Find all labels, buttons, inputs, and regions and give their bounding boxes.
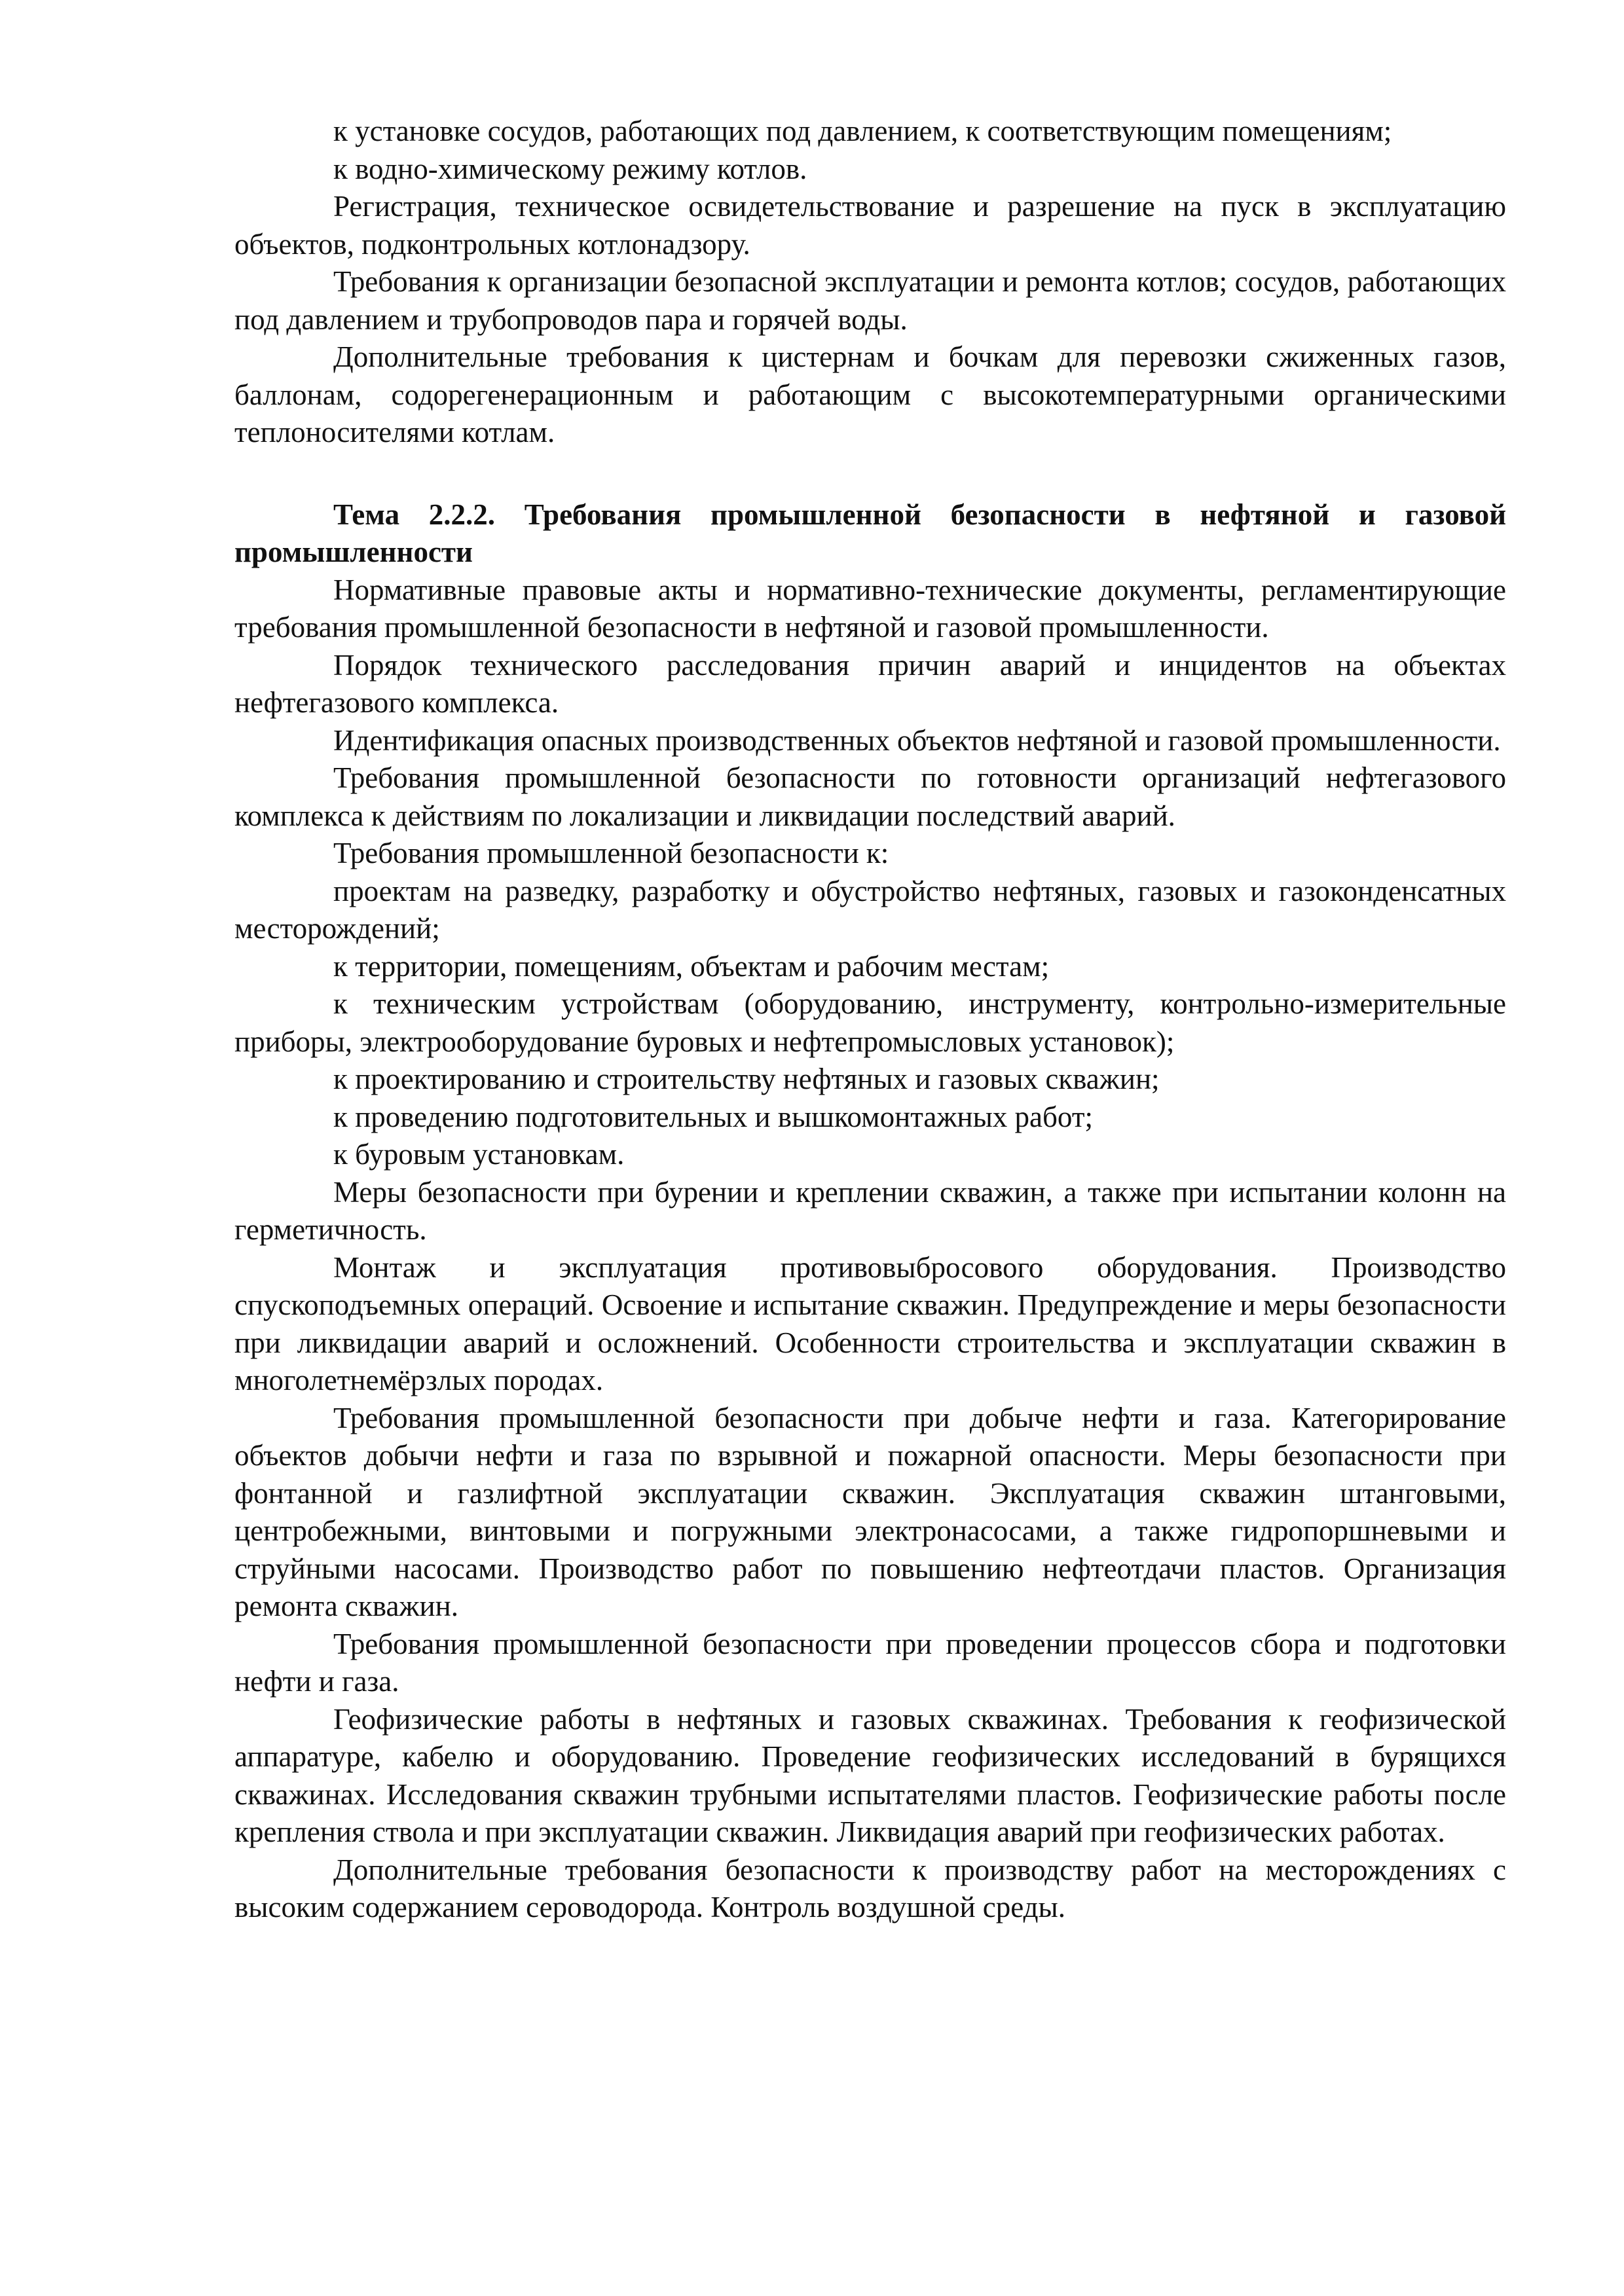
paragraph: Меры безопасности при бурении и креплении скважин, а также при испытании колонн на герметичность. (234, 1175, 1506, 1246)
paragraph: Нормативные правовые акты и нормативно-технические документы, регламентирующие требования промышленной безопасности в нефтяной и газовой промышленности. (234, 573, 1506, 644)
paragraph: Регистрация, техническое освидетельствование и разрешение на пуск в эксплуатацию объектов, подконтрольных котлонадзору. (234, 190, 1506, 261)
paragraph: Требования промышленной безопасности к: (333, 837, 889, 869)
section-spacer (234, 452, 1506, 496)
paragraph: к водно-химическому режиму котлов. (333, 152, 807, 185)
paragraph: Геофизические работы в нефтяных и газовых скважинах. Требования к геофизической аппаратуре, кабелю и оборудованию. Проведение геофизических исследований в бурящихся скважинах. Исследования скважин трубными испытателями пластов. Геофизические работы после крепления ствола и при эксплуатации скважин. Ликвидация аварий при геофизических работах. (234, 1702, 1506, 1848)
paragraph: к проведению подготовительных и вышкомонтажных работ; (333, 1100, 1094, 1133)
paragraph: проектам на разведку, разработку и обустройство нефтяных, газовых и газоконденсатных месторождений; (234, 874, 1506, 945)
paragraph: к буровым установкам. (333, 1138, 625, 1171)
document-page (234, 113, 1506, 1927)
paragraph: к проектированию и строительству нефтяных и газовых скважин; (333, 1063, 1160, 1095)
paragraph: Порядок технического расследования причин аварий и инцидентов на объектах нефтегазового комплекса. (234, 648, 1506, 719)
paragraph: Требования промышленной безопасности по готовности организаций нефтегазового комплекса к действиям по локализации и ликвидации последствий аварий. (234, 761, 1506, 832)
paragraph: Идентификация опасных производственных объектов нефтяной и газовой промышленности. (333, 723, 1501, 757)
paragraph: к установке сосудов, работающих под давлением, к соответствующим помещениям; (333, 115, 1392, 147)
paragraph: Требования к организации безопасной эксплуатации и ремонта котлов; сосудов, работающих под давлением и трубопроводов пара и горячей воды. (234, 265, 1506, 336)
paragraph: Дополнительные требования к цистернам и бочкам для перевозки сжиженных газов, баллонам, содорегенерационным и работающим с высокотемпературными органическими теплоносителями котлам. (234, 340, 1506, 448)
paragraph: Требования промышленной безопасности при добыче нефти и газа. Категорирование объектов добычи нефти и газа по взрывной и пожарной опасности. Меры безопасности при фонтанной и газлифтной эксплуатации скважин. Эксплуатация скважин штанговыми, центробежными, винтовыми и погружными электронасосами, а также гидропоршневыми и струйными насосами. Производство работ по повышению нефтеотдачи пластов. Организация ремонта скважин. (234, 1401, 1506, 1622)
paragraph: Дополнительные требования безопасности к производству работ на месторождениях с высоким содержанием сероводорода. Контроль воздушной среды. (234, 1853, 1506, 1923)
paragraph: Монтаж и эксплуатация противовыбросового оборудования. Производство спускоподъемных операций. Освоение и испытание скважин. Предупреждение и меры безопасности при ликвидации аварий и осложнений. Особенности строительства и эксплуатации скважин в многолетнемёрзлых породах. (234, 1250, 1506, 1396)
section-heading: Тема 2.2.2. Требования промышленной безопасности в нефтяной и газовой промышленности (234, 498, 1506, 568)
paragraph: Требования промышленной безопасности при проведении процессов сбора и подготовки нефти и газа. (234, 1627, 1506, 1698)
paragraph: к территории, помещениям, объектам и рабочим местам; (333, 949, 1050, 983)
paragraph: к техническим устройствам (оборудованию, инструменту, контрольно-измерительные приборы, электрооборудование буровых и нефтепромысловых установок); (234, 987, 1506, 1058)
